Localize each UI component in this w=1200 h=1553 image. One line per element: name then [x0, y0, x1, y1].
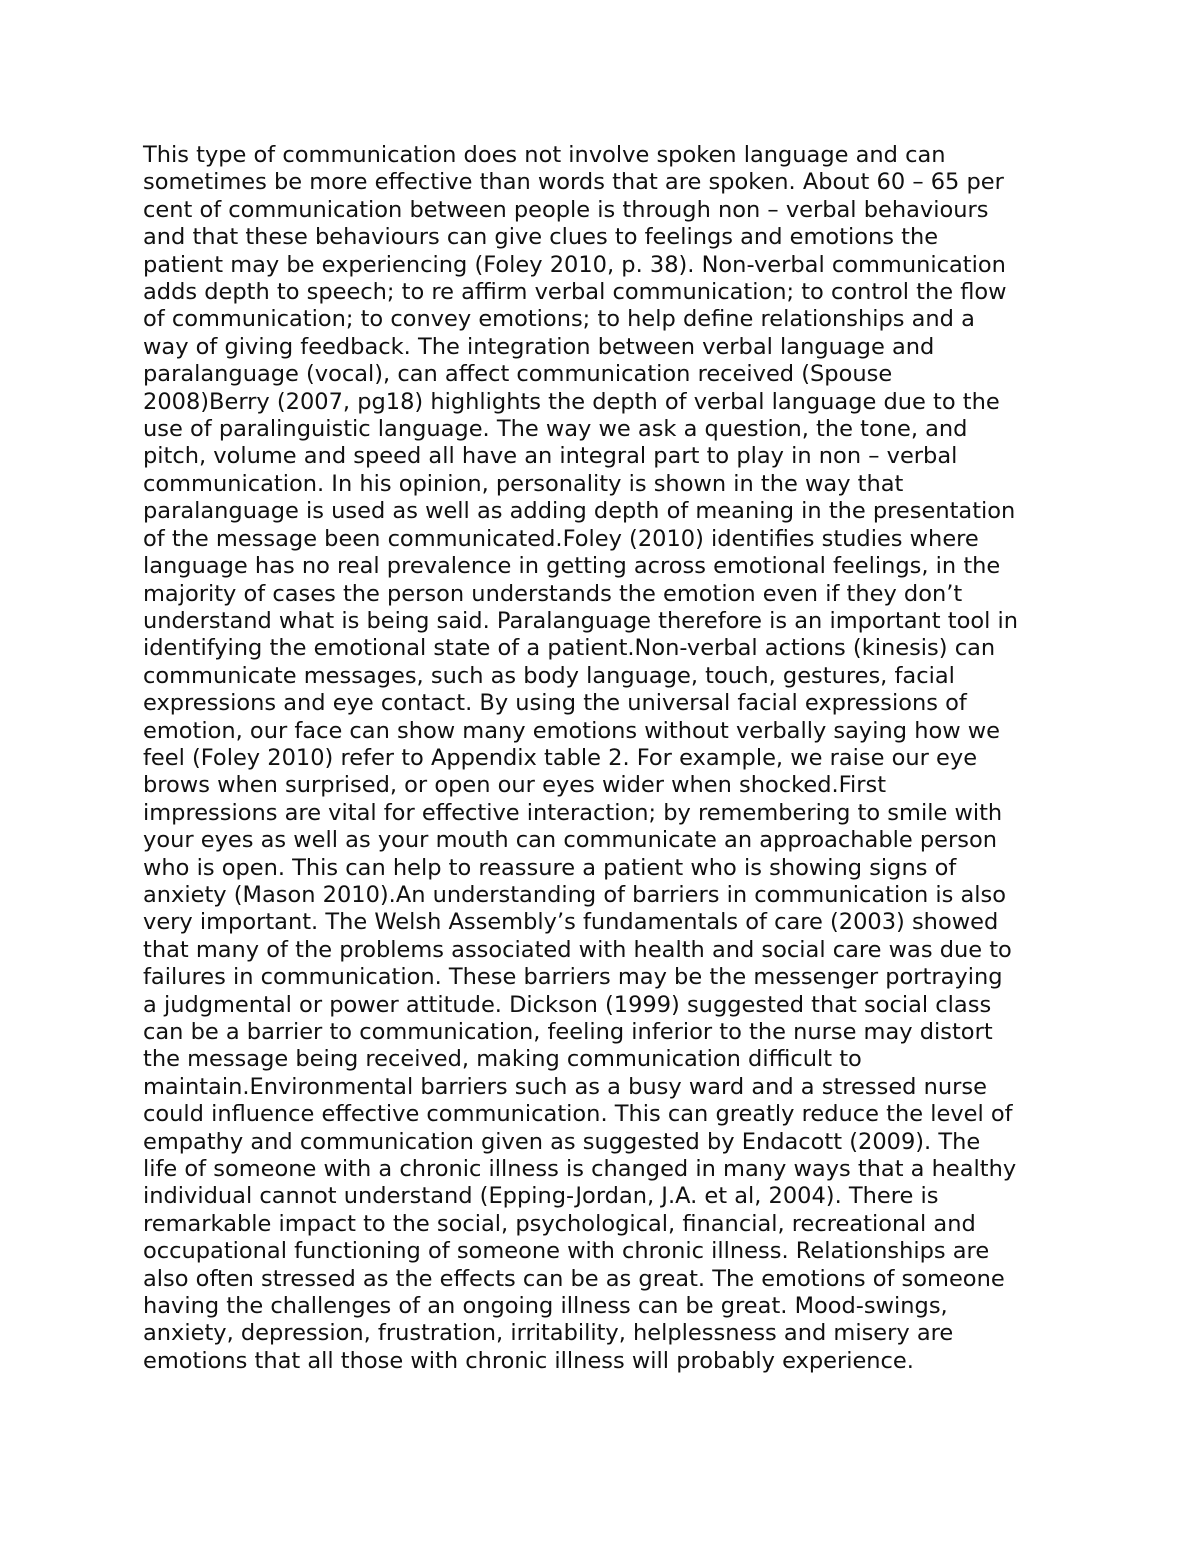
text-line: paralanguage (vocal), can affect communication received (Spouse	[143, 361, 893, 388]
text-line: language has no real prevalence in getting across emotional feelings, in the	[143, 553, 1001, 580]
text-line: way of giving feedback. The integration between verbal language and	[143, 333, 935, 360]
text-line: can be a barrier to communication, feeling inferior to the nurse may distort	[143, 1019, 993, 1045]
text-line: occupational functioning of someone with chronic illness. Relationships are	[143, 1238, 990, 1265]
text-line: and that these behaviours can give clues to feelings and emotions the	[143, 224, 939, 251]
text-line: identifying the emotional state of a patient.Non-verbal actions (kinesis) can	[143, 635, 996, 662]
text-line: communication. In his opinion, personality is shown in the way that	[143, 470, 904, 497]
text-line: of communication; to convey emotions; to help define relationships and a	[143, 306, 975, 333]
text-line: your eyes as well as your mouth can communicate an approachable person	[143, 827, 997, 854]
text-line: individual cannot understand (Epping-Jordan, J.A. et al, 2004). There is	[143, 1183, 939, 1210]
text-line: patient may be experiencing (Foley 2010, p. 38). Non-verbal communication	[143, 251, 1006, 278]
text-line: This type of communication does not involve spoken language and can	[143, 142, 946, 168]
text-line: that many of the problems associated with health and social care was due to	[143, 936, 1012, 963]
text-line: of the message been communicated.Foley (2010) identifies studies where	[143, 525, 979, 552]
text-line: anxiety, depression, frustration, irritability, helplessness and misery are	[143, 1320, 954, 1347]
text-line: could influence effective communication. This can greatly reduce the level of	[143, 1101, 1013, 1128]
text-line: maintain.Environmental barriers such as a busy ward and a stressed nurse	[143, 1073, 987, 1100]
text-line: also often stressed as the effects can be as great. The emotions of someone	[143, 1265, 1005, 1292]
text-line: pitch, volume and speed all have an integral part to play in non – verbal	[143, 443, 958, 470]
text-line: understand what is being said. Paralanguage therefore is an important tool in	[143, 607, 1019, 634]
text-line: emotion, our face can show many emotions without verbally saying how we	[143, 717, 1001, 744]
text-line: a judgmental or power attitude. Dickson (1999) suggested that social class	[143, 991, 992, 1018]
body-paragraph	[143, 142, 1083, 1375]
text-line: use of paralinguistic language. The way we ask a question, the tone, and	[143, 416, 968, 443]
text-line: remarkable impact to the social, psychological, financial, recreational and	[143, 1210, 976, 1237]
text-line: majority of cases the person understands the emotion even if they don’t	[143, 580, 963, 607]
text-line: feel (Foley 2010) refer to Appendix table 2. For example, we raise our eye	[143, 744, 978, 771]
text-line: adds depth to speech; to re affirm verbal communication; to control the flow	[143, 279, 1007, 306]
text-line: having the challenges of an ongoing illness can be great. Mood-swings,	[143, 1293, 948, 1320]
text-line: very important. The Welsh Assembly’s fundamentals of care (2003) showed	[143, 909, 999, 936]
text-line: sometimes be more effective than words that are spoken. About 60 – 65 per	[143, 169, 1004, 196]
text-line: paralanguage is used as well as adding depth of meaning in the presentation	[143, 498, 1016, 525]
text-line: empathy and communication given as suggested by Endacott (2009). The	[143, 1128, 981, 1155]
text-line: brows when surprised, or open our eyes wider when shocked.First	[143, 772, 887, 799]
text-line: impressions are vital for effective interaction; by remembering to smile with	[143, 799, 1003, 826]
text-line: the message being received, making communication difficult to	[143, 1046, 862, 1073]
text-line: who is open. This can help to reassure a patient who is showing signs of	[143, 854, 957, 881]
text-line: 2008)Berry (2007, pg18) highlights the depth of verbal language due to the	[143, 388, 1000, 415]
text-line: failures in communication. These barriers may be the messenger portraying	[143, 964, 1003, 991]
text-line: life of someone with a chronic illness is changed in many ways that a healthy	[143, 1156, 1017, 1183]
text-line: expressions and eye contact. By using the universal facial expressions of	[143, 690, 967, 717]
text-line: emotions that all those with chronic illness will probably experience.	[143, 1347, 914, 1374]
text-line: communicate messages, such as body language, touch, gestures, facial	[143, 662, 955, 689]
text-line: cent of communication between people is through non – verbal behaviours	[143, 196, 989, 223]
text-line: anxiety (Mason 2010).An understanding of barriers in communication is also	[143, 881, 1007, 908]
